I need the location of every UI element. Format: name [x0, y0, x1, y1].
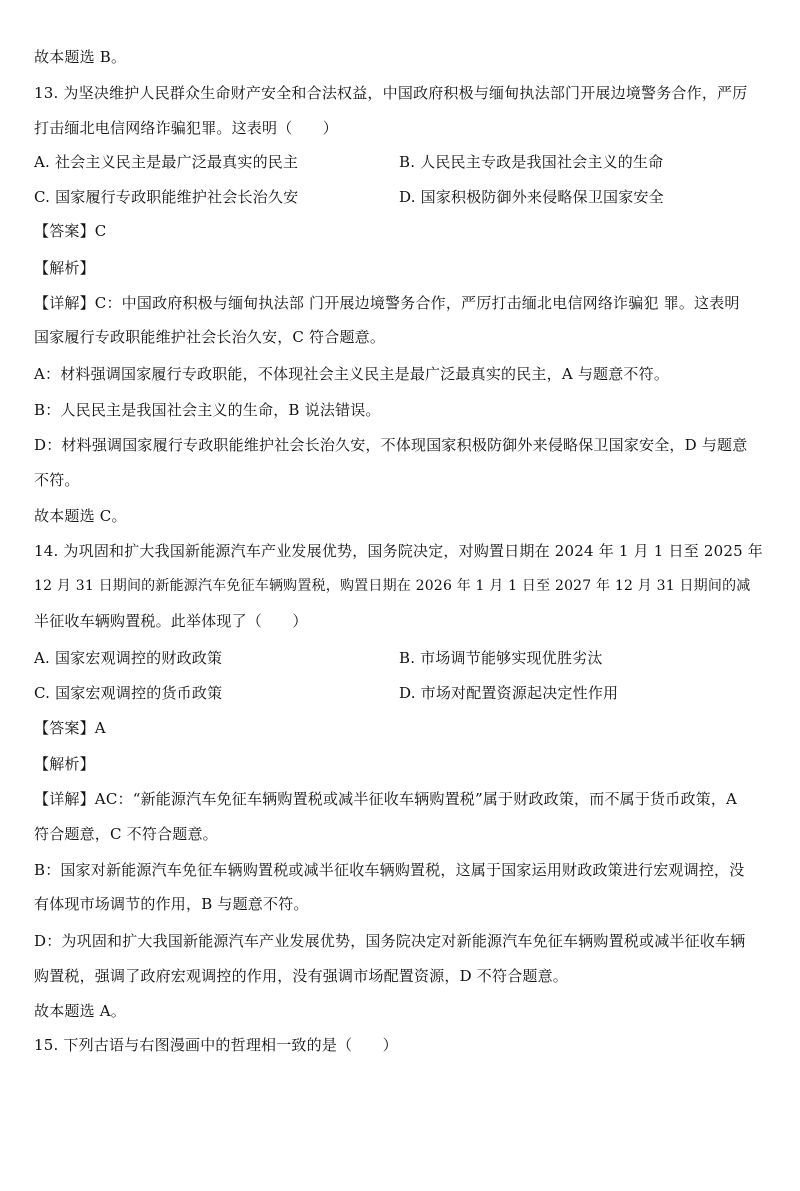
q14-option-d: D. 市场对配置资源起决定性作用	[399, 684, 619, 702]
q13-detail-d-line1: D：材料强调国家履行专政职能维护社会长治久安，不体现国家积极防御外来侵略保卫国家安全，D 与题意	[34, 436, 748, 454]
q13-answer: 【答案】C	[34, 222, 107, 240]
q13-detail-line1: 【详解】C：中国政府积极与缅甸执法部 门开展边境警务合作，严厉打击缅北电信网络诈骗犯 罪。这表明	[34, 294, 740, 312]
conclusion-prev: 故本题选 B。	[34, 48, 127, 66]
q13-stem-line2: 打击缅北电信网络诈骗犯罪。这表明（ ）	[34, 119, 339, 137]
q13-conclusion: 故本题选 C。	[34, 507, 127, 525]
q15-stem: 15. 下列古语与右图漫画中的哲理相一致的是（ ）	[34, 1036, 398, 1054]
q13-option-b: B. 人民民主专政是我国社会主义的生命	[399, 153, 664, 171]
q14-detail-b-line2: 有体现市场调节的作用，B 与题意不符。	[34, 895, 309, 913]
q14-option-c: C. 国家宏观调控的货币政策	[34, 684, 223, 702]
q13-detail-line2: 国家履行专政职能维护社会长治久安，C 符合题意。	[34, 328, 386, 346]
q14-detail-line2: 符合题意，C 不符合题意。	[34, 825, 218, 843]
q14-analysis-heading: 【解析】	[34, 755, 95, 773]
q14-detail-d-line2: 购置税，强调了政府宏观调控的作用，没有强调市场配置资源，D 不符合题意。	[34, 967, 568, 985]
q14-conclusion: 故本题选 A。	[34, 1002, 127, 1020]
q13-detail-b: B：人民民主是我国社会主义的生命，B 说法错误。	[34, 401, 381, 419]
q13-option-a: A. 社会主义民主是最广泛最真实的民主	[34, 153, 299, 171]
q14-stem-line1: 14. 为巩固和扩大我国新能源汽车产业发展优势，国务院决定，对购置日期在 2024 年 1 月 1 日至 2025 年	[34, 542, 764, 560]
q14-detail-d-line1: D：为巩固和扩大我国新能源汽车产业发展优势，国务院决定对新能源汽车免征车辆购置税或减半征收车辆	[34, 932, 746, 950]
q13-option-d: D. 国家积极防御外来侵略保卫国家安全	[399, 188, 664, 206]
q14-detail-b-line1: B：国家对新能源汽车免征车辆购置税或减半征收车辆购置税，这属于国家运用财政政策进行宏观调控，没	[34, 861, 745, 879]
q13-detail-a: A：材料强调国家履行专政职能，不体现社会主义民主是最广泛最真实的民主，A 与题意不符。	[34, 365, 670, 383]
q14-option-a: A. 国家宏观调控的财政政策	[34, 649, 223, 667]
q14-stem-line2: 12 月 31 日期间的新能源汽车免征车辆购置税，购置日期在 2026 年 1 月 1 日至 2027 年 12 月 31 日期间的减	[34, 578, 751, 594]
q14-answer: 【答案】A	[34, 719, 106, 737]
q14-detail-line1: 【详解】AC：“新能源汽车免征车辆购置税或减半征收车辆购置税”属于财政政策，而不属于货币政策，A	[34, 790, 738, 808]
q14-option-b: B. 市场调节能够实现优胜劣汰	[399, 649, 603, 667]
q13-option-c: C. 国家履行专政职能维护社会长治久安	[34, 188, 299, 206]
q13-detail-d-line2: 不符。	[34, 471, 80, 489]
q14-stem-line3: 半征收车辆购置税。此举体现了（ ）	[34, 612, 308, 630]
q13-stem-line1: 13. 为坚决维护人民群众生命财产安全和合法权益，中国政府积极与缅甸执法部门开展边境警务合作，严厉	[34, 84, 748, 102]
q13-analysis-heading: 【解析】	[34, 259, 95, 277]
